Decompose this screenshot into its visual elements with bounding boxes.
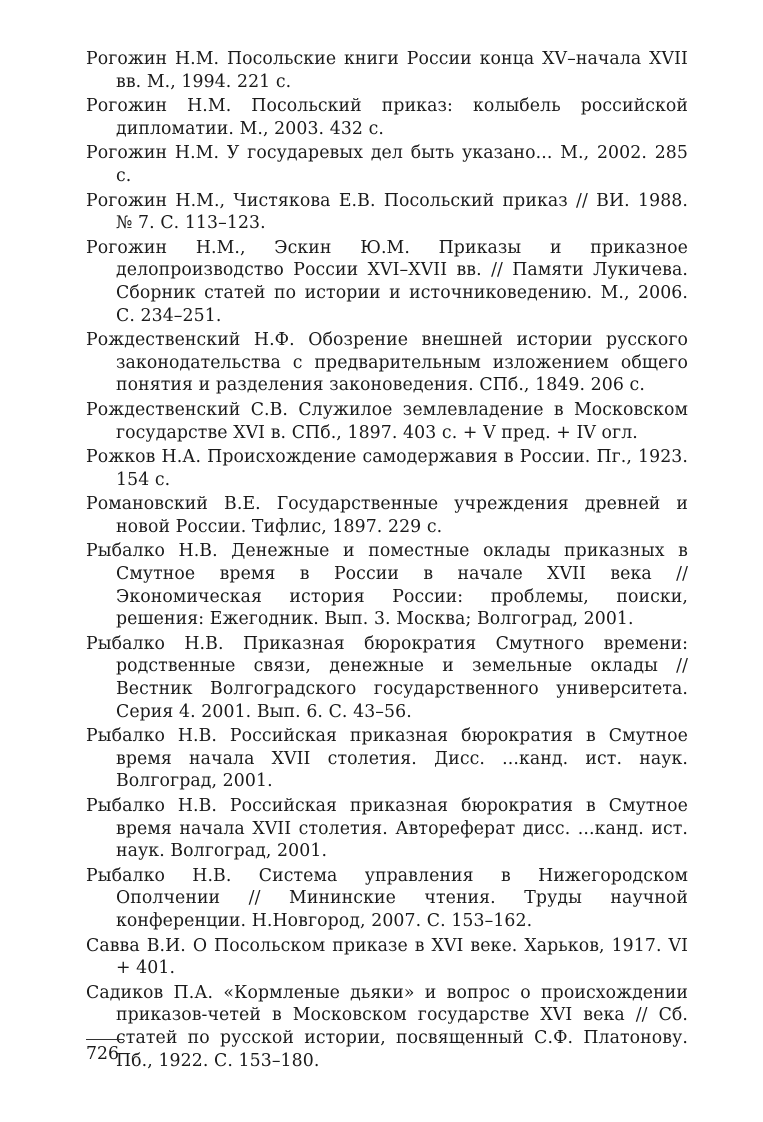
footer-rule	[86, 1039, 124, 1040]
bibliography-entry: Рогожин Н.М. Посольский приказ: колыбель российской дипломатии. М., 2003. 432 с.	[86, 96, 688, 139]
bibliography-entry: Рыбалко Н.В. Приказная бюрократия Смутного времени: родственные связи, денежные и земельные оклады // Вестник Волгоградского государственного университета. Серия 4. 2001. Вып. 6. С. 43–56.	[86, 633, 688, 722]
bibliography-entry: Рыбалко Н.В. Система управления в Нижегородском Ополчении // Мининские чтения. Труды научной конференции. Н.Новгород, 2007. С. 153–162.	[86, 865, 688, 931]
page-number: 726	[86, 1044, 119, 1064]
bibliography-list	[86, 48, 688, 1074]
bibliography-entry: Рогожин Н.М. Посольские книги России конца XV–начала XVII вв. М., 1994. 221 с.	[86, 49, 688, 92]
bibliography-entry: Савва В.И. О Посольском приказе в XVI веке. Харьков, 1917. VI + 401.	[86, 935, 688, 979]
bibliography-entry: Рогожин Н.М., Чистякова Е.В. Посольский приказ // ВИ. 1988. № 7. С. 113–123.	[86, 190, 688, 234]
bibliography-entry: Романовский В.Е. Государственные учреждения древней и новой России. Тифлис, 1897. 229 с.	[86, 494, 688, 537]
bibliography-entry: Рогожин Н.М., Эскин Ю.М. Приказы и приказное делопроизводство России XVI–XVII вв. // Памяти Лукичева. Сборник статей по истории и источниковедению. М., 2006. С. 234–251.	[86, 237, 688, 326]
bibliography-entry: Рогожин Н.М. У государевых дел быть указано... М., 2002. 285 с.	[86, 143, 688, 186]
bibliography-entry: Рожков Н.А. Происхождение самодержавия в России. Пг., 1923. 154 с.	[86, 447, 688, 490]
bibliography-entry: Рыбалко Н.В. Российская приказная бюрократия в Смутное время начала XVII столетия. Дисс. ...канд. ист. наук. Волгоград, 2001.	[86, 726, 688, 792]
bibliography-entry: Рыбалко Н.В. Российская приказная бюрократия в Смутное время начала XVII столетия. Автореферат дисс. ...канд. ист. наук. Волгоград, 2001.	[86, 796, 688, 862]
bibliography-entry: Рыбалко Н.В. Денежные и поместные оклады приказных в Смутное время в России в начале XVII века // Экономическая история России: проблемы, поиски, решения: Ежегодник. Вып. 3. Москва; Волгоград, 2001.	[86, 541, 688, 630]
bibliography-entry: Рождественский Н.Ф. Обозрение внешней истории русского законодательства с предварительным изложением общего понятия и разделения законоведения. СПб., 1849. 206 с.	[86, 330, 688, 396]
bibliography-entry: Садиков П.А. «Кормленые дьяки» и вопрос о происхождении приказов-четей в Московском государстве XVI века // Сб. статей по русской истории, посвященный С.Ф. Платонову. Пб., 1922. С. 153–180.	[86, 982, 688, 1071]
bibliography-entry: Рождественский С.В. Служилое землевладение в Московском государстве XVI в. СПб., 1897. 403 с. + V пред. + IV огл.	[86, 399, 688, 443]
